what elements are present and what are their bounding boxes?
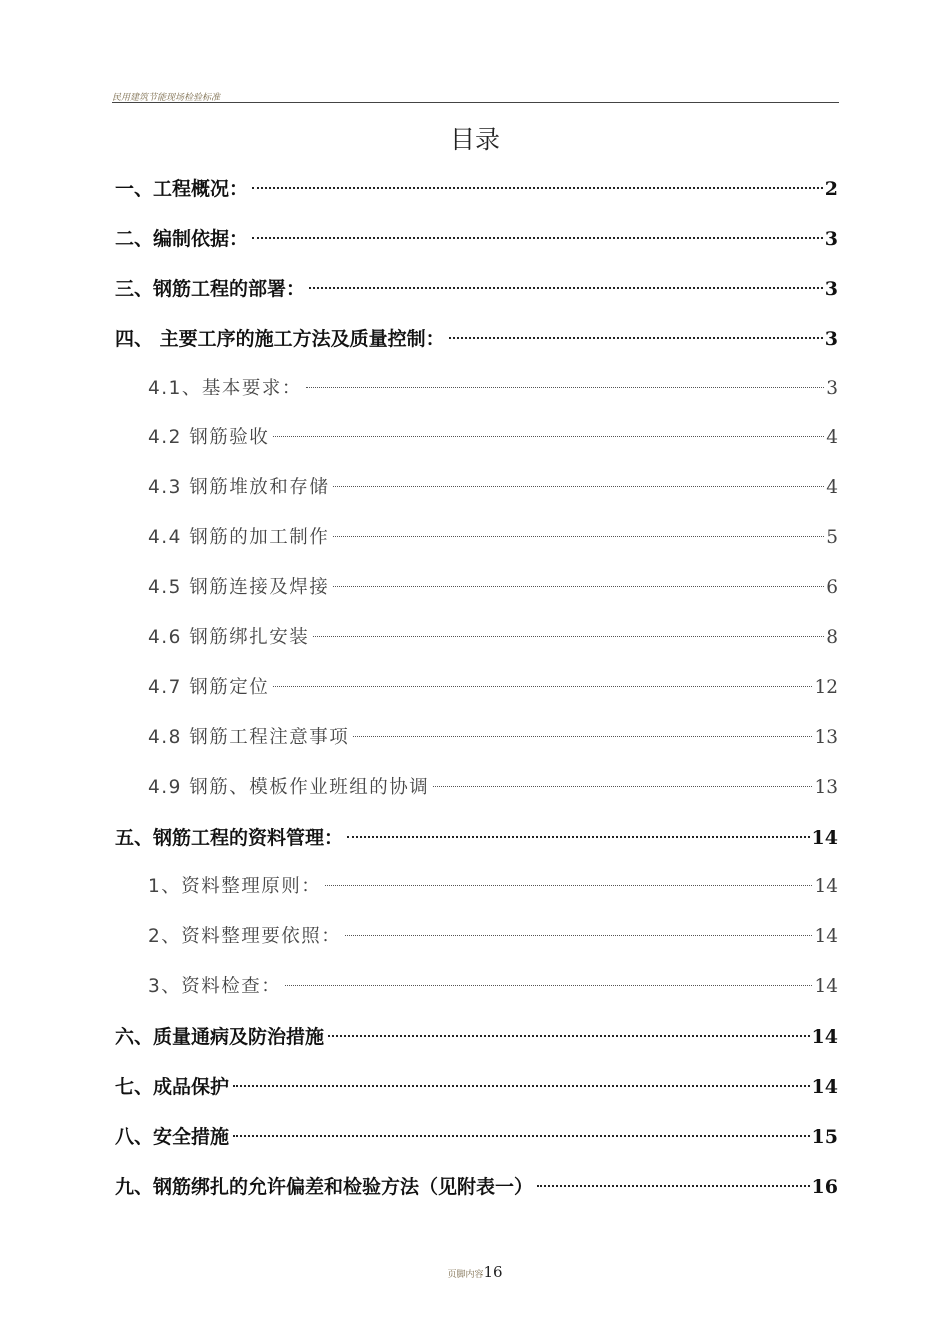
toc-dot-leader xyxy=(449,337,823,339)
toc-entry[interactable] xyxy=(115,417,838,467)
table-of-contents xyxy=(115,168,838,1216)
toc-dot-leader xyxy=(309,287,823,289)
toc-entry-page-number[interactable]: 14 xyxy=(814,876,838,898)
toc-entry[interactable] xyxy=(115,1166,838,1216)
header-divider xyxy=(112,102,839,103)
toc-entry-page-number[interactable]: 5 xyxy=(826,527,838,549)
toc-entry-label[interactable]: 4.6 钢筋绑扎安装 xyxy=(148,627,310,649)
toc-entry[interactable] xyxy=(115,817,838,867)
toc-entry-page-number[interactable]: 3 xyxy=(824,327,838,350)
toc-entry[interactable] xyxy=(115,866,838,916)
toc-entry-label[interactable]: 一、工程概况： xyxy=(115,178,249,200)
toc-entry-page-number[interactable]: 3 xyxy=(824,227,838,250)
toc-entry-page-number[interactable]: 13 xyxy=(814,726,838,748)
toc-entry-label[interactable]: 七、成品保护 xyxy=(115,1076,230,1099)
toc-entry[interactable] xyxy=(115,966,838,1016)
toc-dot-leader xyxy=(333,486,824,487)
footer-page-number: 16 xyxy=(483,1263,503,1281)
toc-entry-label[interactable]: 4.5 钢筋连接及焊接 xyxy=(148,577,330,599)
toc-entry[interactable] xyxy=(115,617,838,667)
toc-dot-leader xyxy=(252,237,823,239)
toc-entry-page-number[interactable]: 3 xyxy=(824,277,838,300)
toc-entry[interactable] xyxy=(115,1016,838,1066)
toc-entry[interactable] xyxy=(115,667,838,717)
toc-entry-label[interactable]: 4.7 钢筋定位 xyxy=(148,676,270,698)
toc-entry-label[interactable]: 4.1、基本要求： xyxy=(148,377,302,399)
toc-entry-page-number[interactable]: 14 xyxy=(814,976,838,998)
toc-dot-leader xyxy=(537,1185,810,1187)
toc-entry-label[interactable]: 3、资料检查： xyxy=(148,976,282,998)
toc-entry-label[interactable]: 二、编制依据： xyxy=(115,227,249,250)
toc-entry-label[interactable]: 1、资料整理原则： xyxy=(148,876,322,898)
toc-entry-page-number[interactable]: 16 xyxy=(811,1175,838,1198)
toc-entry-label[interactable]: 八、安全措施 xyxy=(115,1125,230,1148)
toc-entry-page-number[interactable]: 3 xyxy=(826,377,838,399)
toc-dot-leader xyxy=(353,736,812,737)
toc-entry[interactable] xyxy=(115,268,838,318)
toc-dot-leader xyxy=(325,885,812,886)
toc-entry[interactable] xyxy=(115,717,838,767)
toc-dot-leader xyxy=(328,1035,810,1037)
page-title: 目录 xyxy=(449,125,500,154)
toc-entry-label[interactable]: 五、钢筋工程的资料管理： xyxy=(115,826,344,849)
toc-entry-label[interactable]: 四、 主要工序的施工方法及质量控制： xyxy=(115,327,445,350)
toc-dot-leader xyxy=(433,786,812,787)
toc-dot-leader xyxy=(285,985,812,986)
toc-entry[interactable] xyxy=(115,567,838,617)
toc-entry-page-number[interactable]: 6 xyxy=(826,577,838,599)
toc-entry-label[interactable]: 4.8 钢筋工程注意事项 xyxy=(148,726,350,748)
toc-entry-page-number[interactable]: 14 xyxy=(811,1076,838,1099)
page-footer xyxy=(0,1262,950,1281)
toc-entry[interactable] xyxy=(115,368,838,418)
toc-dot-leader xyxy=(313,636,824,637)
toc-entry[interactable] xyxy=(115,767,838,817)
toc-entry-page-number[interactable]: 14 xyxy=(811,1026,838,1049)
toc-entry-page-number[interactable]: 8 xyxy=(826,627,838,649)
toc-dot-leader xyxy=(347,836,810,838)
toc-entry-page-number[interactable]: 12 xyxy=(814,676,838,698)
toc-entry[interactable] xyxy=(115,168,838,218)
footer-label: 页脚内容 xyxy=(447,1270,484,1280)
toc-entry-label[interactable]: 九、钢筋绑扎的允许偏差和检验方法（见附表一） xyxy=(115,1175,534,1198)
toc-entry-page-number[interactable]: 4 xyxy=(826,427,838,449)
toc-dot-leader xyxy=(273,686,812,687)
toc-entry-label[interactable]: 4.2 钢筋验收 xyxy=(148,427,270,449)
toc-entry-label[interactable]: 4.3 钢筋堆放和存储 xyxy=(148,477,330,499)
toc-entry-label[interactable]: 4.9 钢筋、模板作业班组的协调 xyxy=(148,776,430,798)
toc-entry-page-number[interactable]: 15 xyxy=(811,1125,838,1148)
toc-dot-leader xyxy=(252,187,823,189)
toc-dot-leader xyxy=(333,586,824,587)
toc-dot-leader xyxy=(273,436,824,437)
toc-entry[interactable] xyxy=(115,517,838,567)
page-header-text: 民用建筑节能现场检验标准 xyxy=(112,93,221,103)
toc-dot-leader xyxy=(345,935,812,936)
toc-entry[interactable] xyxy=(115,1066,838,1116)
toc-entry-label[interactable]: 2、资料整理要依照： xyxy=(148,926,342,948)
toc-entry[interactable] xyxy=(115,1116,838,1166)
toc-dot-leader xyxy=(306,387,824,388)
toc-entry[interactable] xyxy=(115,318,838,368)
toc-entry-page-number[interactable]: 2 xyxy=(824,178,838,200)
toc-entry-label[interactable]: 三、钢筋工程的部署： xyxy=(115,277,306,300)
toc-dot-leader xyxy=(233,1085,810,1087)
toc-entry-page-number[interactable]: 14 xyxy=(811,826,838,849)
toc-entry-page-number[interactable]: 13 xyxy=(814,776,838,798)
toc-entry-label[interactable]: 4.4 钢筋的加工制作 xyxy=(148,527,330,549)
toc-entry[interactable] xyxy=(115,467,838,517)
toc-entry[interactable] xyxy=(115,218,838,268)
toc-entry-page-number[interactable]: 4 xyxy=(826,477,838,499)
toc-entry[interactable] xyxy=(115,916,838,966)
toc-entry-label[interactable]: 六、质量通病及防治措施 xyxy=(115,1026,325,1049)
toc-dot-leader xyxy=(233,1135,810,1137)
toc-dot-leader xyxy=(333,536,824,537)
toc-entry-page-number[interactable]: 14 xyxy=(814,926,838,948)
